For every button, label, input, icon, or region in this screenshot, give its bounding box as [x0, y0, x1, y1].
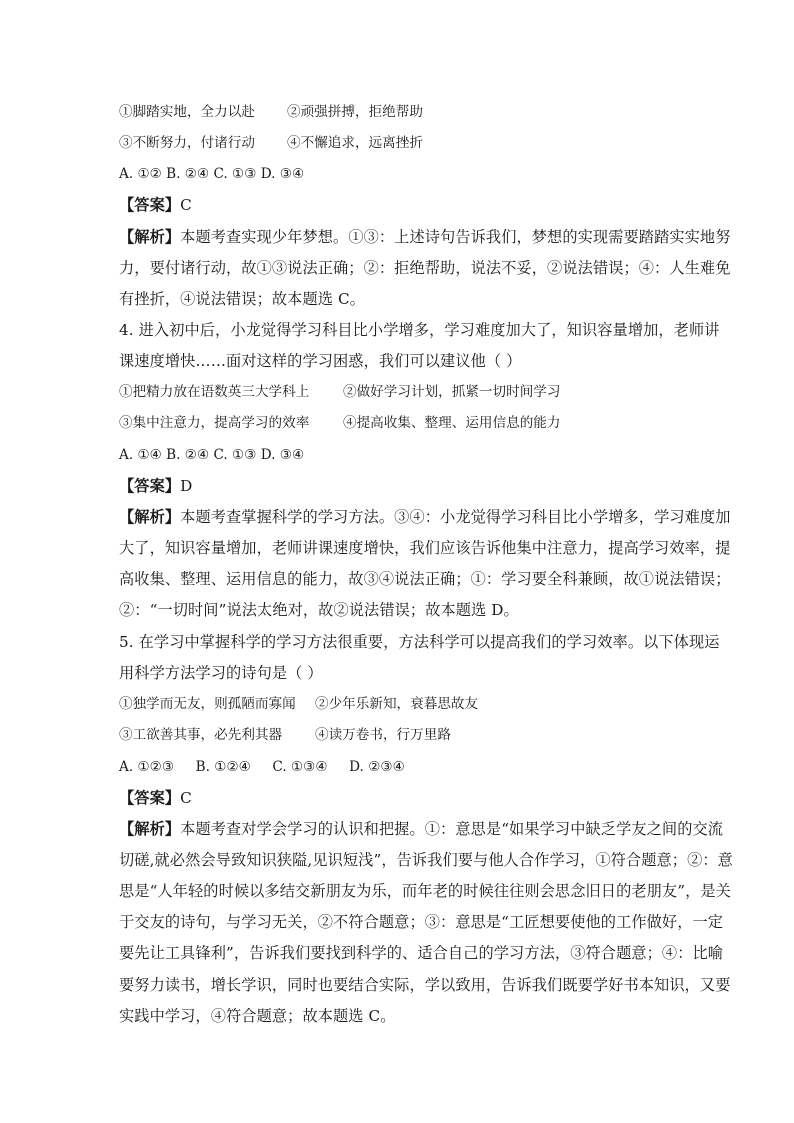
answer-tag: 【答案】: [119, 196, 181, 214]
q5-analysis-line-4: 于交友的诗句，与学习无关，②不符合题意；③：意思是“工匠想要使他的工作做好，一定: [119, 913, 724, 931]
q3-analysis-line-2: 力，要付诸行动，故①③说法正确；②：拒绝帮助，说法不妥，②说法错误；④：人生难免: [119, 259, 731, 277]
q4-options-row-2: [119, 413, 561, 433]
q5-stem-line-2: 用科学方法学习的诗句是（ ）: [119, 664, 323, 682]
q3-option-1: ①脚踏实地，全力以赴: [119, 104, 255, 120]
q3-options-row-1: [119, 102, 423, 122]
analysis-tag: 【解析】: [119, 820, 181, 838]
analysis-tag: 【解析】: [119, 508, 181, 526]
answer-tag: 【答案】: [119, 789, 181, 807]
q4-stem-line-2: 课速度增快……面对这样的学习困惑，我们可以建议他（ ）: [119, 352, 522, 370]
q5-analysis-line-5: 要先让工具锋利”，告诉我们要找到科学的、适合自己的学习方法，③符合题意；④：比喻: [119, 944, 724, 962]
answer-value: C: [180, 789, 192, 807]
q3-option-3: ③不断努力，付诸行动: [119, 135, 255, 151]
q5-choices: A. ①②③ B. ①②④ C. ①③④ D. ②③④: [119, 759, 405, 775]
q5-options-row-1: [119, 694, 479, 714]
q5-stem-line-1: 5. 在学习中掌握科学的学习方法很重要，方法科学可以提高我们的学习效率。以下体现运: [119, 633, 720, 651]
q5-option-1: ①独学而无友，则孤陋而寡闻: [119, 696, 296, 712]
q5-analysis-line-7: 实践中学习，④符合题意；故本题选 C。: [119, 1007, 396, 1025]
q4-answer: [119, 476, 192, 496]
q3-analysis-line-3: 有挫折，④说法错误；故本题选 C。: [119, 290, 365, 308]
q4-analysis-line-1: [119, 507, 731, 527]
q5-option-4: ④读万卷书，行万里路: [315, 727, 451, 743]
q4-analysis-line-2: 大了，知识容量增加，老师讲课速度增快，我们应该告诉他集中注意力，提高学习效率，提: [119, 539, 731, 557]
analysis-text: 本题考查对学会学习的认识和把握。①：意思是“如果学习中缺乏学友之间的交流: [180, 820, 724, 838]
q3-option-4: ④不懈追求，远离挫折: [287, 135, 423, 151]
q5-option-3: ③工欲善其事，必先利其器: [119, 727, 283, 743]
q3-choices: A. ①② B. ②④ C. ①③ D. ③④: [119, 166, 305, 182]
q3-options-row-2: [119, 133, 423, 153]
q4-option-4: ④提高收集、整理、运用信息的能力: [343, 415, 561, 431]
q4-option-3: ③集中注意力，提高学习的效率: [119, 415, 310, 431]
q5-option-2: ②少年乐新知，衰暮思故友: [315, 696, 479, 712]
answer-tag: 【答案】: [119, 477, 181, 495]
answer-value: C: [180, 196, 192, 214]
q5-options-row-2: [119, 725, 451, 745]
q3-answer: [119, 195, 192, 215]
q5-analysis-line-2: 切磋,就必然会导致知识狭隘,见识短浅”，告诉我们要与他人合作学习，①符合题意；②：意: [119, 851, 733, 869]
q3-option-2: ②顽强拼搏，拒绝帮助: [287, 104, 423, 120]
analysis-text: 本题考查实现少年梦想。①③：上述诗句告诉我们，梦想的实现需要踏踏实实地努: [180, 228, 731, 246]
answer-value: D: [180, 477, 193, 495]
analysis-text: 本题考查掌握科学的学习方法。③④：小龙觉得学习科目比小学增多，学习难度加: [180, 508, 731, 526]
q3-analysis-line-1: [119, 227, 731, 247]
q4-analysis-line-3: 高收集、整理、运用信息的能力，故③④说法正确；①：学习要全科兼顾，故①说法错误；: [119, 570, 731, 588]
q4-option-2: ②做好学习计划，抓紧一切时间学习: [343, 384, 561, 400]
q4-option-1: ①把精力放在语数英三大学科上: [119, 384, 310, 400]
q5-analysis-line-1: [119, 819, 723, 839]
q5-analysis-line-3: 思是“人年轻的时候以多结交新朋友为乐，而年老的时候往往则会思念旧日的老朋友”，是关: [119, 882, 731, 900]
q4-analysis-line-4: ②：“一切时间”说法太绝对，故②说法错误；故本题选 D。: [119, 601, 519, 619]
q5-answer: [119, 788, 192, 808]
q4-options-row-1: [119, 382, 561, 402]
analysis-tag: 【解析】: [119, 228, 181, 246]
q4-choices: A. ①④ B. ②④ C. ①③ D. ③④: [119, 447, 305, 463]
q5-analysis-line-6: 要努力读书，增长学识，同时也要结合实际，学以致用，告诉我们既要学好书本知识，又要: [119, 976, 731, 994]
q4-stem-line-1: 4. 进入初中后，小龙觉得学习科目比小学增多，学习难度加大了，知识容量增加，老师讲: [119, 321, 720, 339]
